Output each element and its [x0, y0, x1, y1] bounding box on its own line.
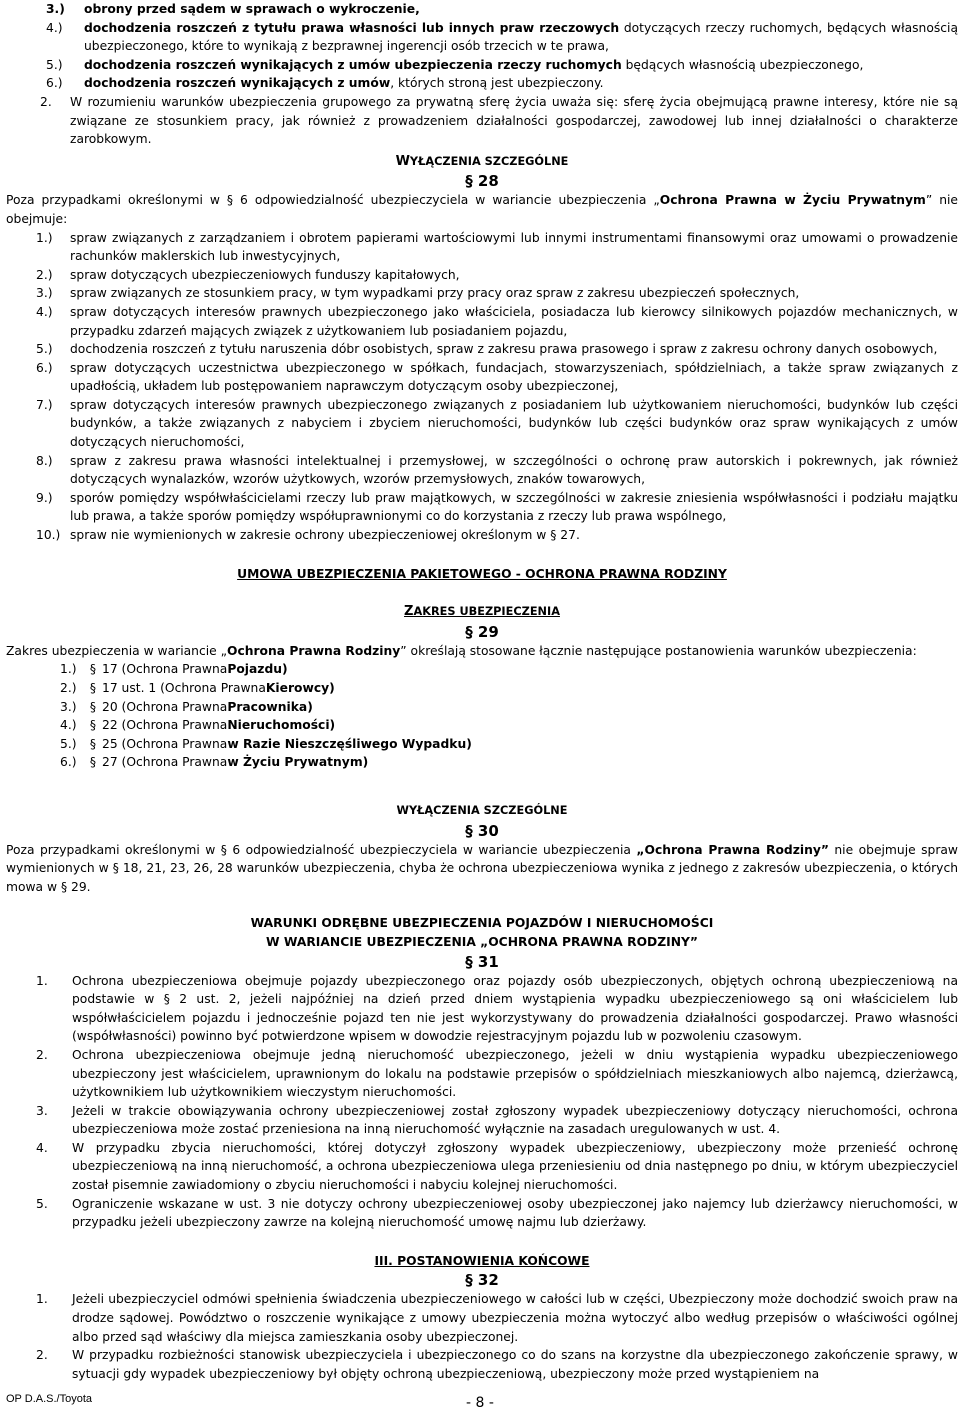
section-heading: WYŁĄCZENIA SZCZEGÓLNE	[395, 153, 569, 169]
list-item: 5.) § 25 (Ochrona Prawna w Razie Nieszczęśliwego Wypadku)	[60, 736, 472, 751]
section-heading: ZAKRES UBEZPIECZENIA	[404, 604, 560, 620]
list-item: 4.) § 22 (Ochrona Prawna Nieruchomości)	[60, 718, 336, 733]
item-number: 4.)	[46, 20, 63, 35]
list-item: 8.) spraw z zakresu prawa własności intelektualnej i przemysłowej, w szczególności o ochronę praw autorskich i pokrewnych, jak również dotyczących wynalazków, wzorów użytkowych, wzorów przemysłowych, znaków towarowych,	[36, 453, 958, 487]
item-number: 5.)	[46, 57, 63, 72]
list-item: 1.) spraw związanych z zarządzaniem i obrotem papierami wartościowymi lub innymi instrumentami finansowymi oraz umowami o prowadzenie rachunków maklerskich lub inwestycyjnych,	[36, 230, 958, 264]
list-item: 1.) § 17 (Ochrona Prawna Pojazdu)	[60, 662, 288, 677]
list-item: 5. Ograniczenie wskazane w ust. 3 nie dotyczy ochrony ubezpieczeniowej osoby ubezpieczonej jako najemcy lub dzierżawcy nieruchomości, w przypadku jeżeli ubezpieczony zawrze na kolejną nieruchomość umowę najmu lub dzierżawy.	[36, 1196, 958, 1230]
exclusions-list	[6, 229, 958, 545]
item-bold-text: dochodzenia roszczeń z tytułu prawa własności lub innych praw rzeczowych	[84, 20, 620, 35]
item-text: będących własnością ubezpieczonego,	[621, 57, 864, 72]
section-title-line-1: WARUNKI ODRĘBNE UBEZPIECZENIA POJAZDÓW I NIERUCHOMOŚCI	[250, 916, 714, 931]
document-page	[6, 0, 958, 1383]
list-item: 1. Ochrona ubezpieczeniowa obejmuje pojazdy ubezpieczonego oraz pojazdy osób ubezpieczonych, objętych ochroną ubezpieczeniową na podstawie w § 2 ust. 2, jeżeli najpóźniej na dzień przed dniem wystąpienia wypadku ubezpieczeniowego są oni właścicielem lub współwłaścicielem pojazdu i jednocześnie pojazd ten nie jest wykorzystywany do prowadzenia działalności gospodarczej. Prawo własności (współwłasności) powinno być potwierdzone wpisem w dowodzie rejestracyjnym pojazdu lub w pozwoleniu czasowym.	[36, 973, 958, 1044]
item-bold-text: dochodzenia roszczeń wynikających z umów ubezpieczenia rzeczy ruchomych	[84, 57, 622, 72]
item-text: W rozumieniu warunków ubezpieczenia grupowego za prywatną sferę życia uważa się: sferę życia obejmującą prawne interesy, które nie są związane ze stosunkiem pracy, jak również z prowadzeniem działalności gospodarczej, zawodowej lub innej działalności o charakterze zarobkowym.	[70, 94, 958, 147]
page-footer	[6, 1390, 954, 1410]
item-number: 2.	[40, 94, 52, 109]
item-number: 3.)	[46, 2, 65, 16]
list-item: 2.) § 17 ust. 1 (Ochrona Prawna Kierowcy)	[60, 681, 335, 695]
section-heading: WYŁĄCZENIA SZCZEGÓLNE	[396, 803, 568, 817]
agreement-title: UMOWA UBEZPIECZENIA PAKIETOWEGO - OCHRONA PRAWNA RODZINY	[237, 566, 727, 581]
conditions-list	[6, 972, 958, 1232]
section-title: III. POSTANOWIENIA KOŃCOWE	[374, 1253, 590, 1268]
list-item: 3. Jeżeli w trakcie obowiązywania ochrony ubezpieczeniowej został zgłoszony wypadek ubezpieczeniowy dotyczący nieruchomości, ochrona ubezpieczeniowa może zostać przeniesiona na inną nieruchomość wyłącznie na zasadach uregulowanych w ust. 4.	[36, 1103, 958, 1137]
final-provisions-list	[6, 1290, 958, 1383]
footer-document-code: OP D.A.S./Toyota	[6, 1393, 93, 1405]
list-item: 3.) spraw związanych ze stosunkiem pracy, w tym wypadkami przy pracy oraz spraw z zakresu ubezpieczeń społecznych,	[36, 286, 800, 301]
item-text: dotyczących rzeczy ruchomych, będących własnością ubezpieczonego, które to wynikają z bezprawnej ingerencji osób trzecich w te prawa,	[84, 20, 958, 54]
list-item	[6, 56, 958, 75]
list-item	[6, 93, 958, 149]
list-item	[6, 0, 958, 19]
list-item: 7.) spraw dotyczących interesów prawnych ubezpieczonego związanych z posiadaniem lub użytkowaniem nieruchomości, budynków lub części budynków, a także związanych z nabyciem i zbyciem nieruchomości, budynków lub części budynków oraz spraw wynikających z umów dotyczących nieruchomości,	[36, 397, 958, 450]
list-item: 2. Ochrona ubezpieczeniowa obejmuje jedną nieruchomość ubezpieczonego, jeżeli w dniu wystąpienia wypadku ubezpieczeniowego ubezpieczony jest właścicielem, uprawnionym do lokalu na podstawie przepisów o spółdzielniach mieszkaniowych albo najemcą, dzierżawcą, użytkownikiem lub użytkownikiem wieczystym nieruchomości.	[36, 1047, 958, 1100]
paragraph-number: § 31	[465, 952, 499, 971]
item-number: 6.)	[46, 76, 63, 91]
item-bold-text: dochodzenia roszczeń wynikających z umów	[84, 76, 391, 91]
paragraph-number: § 28	[465, 172, 499, 191]
list-item: 10.) spraw nie wymienionych w zakresie ochrony ubezpieczeniowej określonym w § 27.	[36, 528, 580, 543]
list-item: 2. W przypadku rozbieżności stanowisk ubezpieczyciela i ubezpieczonego co do szans na korzystne dla ubezpieczonego zakończenie sprawy, w sytuacji gdy wypadek ubezpieczeniowy był objęty ochroną ubezpieczeniową, ubezpieczony może przed wystąpieniem na	[36, 1348, 958, 1381]
list-item: 9.) sporów pomiędzy współwłaścicielami rzeczy lub praw majątkowych, w szczególności w zakresie zniesienia współwłasności i podziału majątku lub prawa, a także sporów pomiędzy współuprawnionymi co do korzystania z rzeczy lub prawa wspólnego,	[36, 490, 958, 524]
list-item: 6.) § 27 (Ochrona Prawna w Życiu Prywatnym)	[60, 755, 369, 770]
paragraph-number: § 32	[465, 1271, 499, 1290]
scope-list	[6, 660, 958, 772]
page-number: - 8 -	[466, 1395, 494, 1411]
paragraph-number: § 29	[465, 622, 499, 641]
item-text: , których stroną jest ubezpieczony.	[390, 76, 604, 91]
top-list	[6, 0, 958, 93]
section-title-line-2: W WARIANCIE UBEZPIECZENIA „OCHRONA PRAWNA RODZINY”	[265, 934, 699, 949]
list-item	[6, 74, 958, 93]
list-item: 5.) dochodzenia roszczeń z tytułu naruszenia dóbr osobistych, spraw z zakresu prawa prasowego i spraw z zakresu ochrony danych osobowych,	[36, 342, 938, 357]
list-item: 4.) spraw dotyczących interesów prawnych ubezpieczonego jako właściciela, posiadacza lub kierowcy silnikowych pojazdów mechanicznych, w przypadku zdarzeń mających związek z użytkowaniem lub posiadaniem pojazdu,	[36, 304, 958, 338]
section-intro: Zakres ubezpieczenia w wariancie „Ochrona Prawna Rodziny” określają stosowane łącznie następujące postanowienia warunków ubezpieczenia:	[6, 643, 917, 658]
paragraph-number: § 30	[465, 821, 499, 840]
list-item: 4. W przypadku zbycia nieruchomości, której dotyczył zgłoszony wypadek ubezpieczeniowy, ubezpieczony może przenieść ochronę ubezpieczeniową na inną nieruchomość, a ochrona ubezpieczeniowa ulega przeniesieniu od dnia następnego po dniu, w którym ubezpieczyciel został pisemnie zawiadomiony o zbyciu nieruchomości i nabyciu kolejnej nieruchomości.	[36, 1140, 958, 1193]
item-text: obrony przed sądem w sprawach o wykroczenie,	[84, 2, 420, 16]
list-item: 3.) § 20 (Ochrona Prawna Pracownika)	[60, 699, 313, 714]
section-text: Poza przypadkami określonymi w § 6 odpowiedzialność ubezpieczyciela w wariancie ubezpieczenia „Ochrona Prawna Rodziny” nie obejmuje spraw wymienionych w § 18, 21, 23, 26, 28 warunków ubezpieczenia, chyba że ochrona ubezpieczeniowa wynika z jednego z zakresów ubezpieczenia, o których mowa w § 29.	[6, 842, 958, 894]
list-item: 2.) spraw dotyczących ubezpieczeniowych funduszy kapitałowych,	[36, 267, 460, 282]
list-item	[6, 19, 958, 56]
section-intro: Poza przypadkami określonymi w § 6 odpowiedzialność ubezpieczyciela w wariancie ubezpieczenia „Ochrona Prawna w Życiu Prywatnym” nie obejmuje:	[6, 193, 958, 226]
list-item: 1. Jeżeli ubezpieczyciel odmówi spełnienia świadczenia ubezpieczeniowego w całości lub w części, Ubezpieczony może dochodzić swoich praw na drodze sądowej. Powództwo o roszczenie wynikające z umowy ubezpieczenia można wytoczyć albo według przepisów o właściwości ogólnej albo przed sąd właściwy dla miejsca zamieszkania osoby ubezpieczonej.	[36, 1292, 958, 1344]
list-item: 6.) spraw dotyczących uczestnictwa ubezpieczonego w spółkach, fundacjach, stowarzyszeniach, spółdzielniach, a także spraw związanych z upadłością, układem lub postępowaniem naprawczym dotyczącym osoby ubezpieczonej,	[36, 360, 958, 394]
